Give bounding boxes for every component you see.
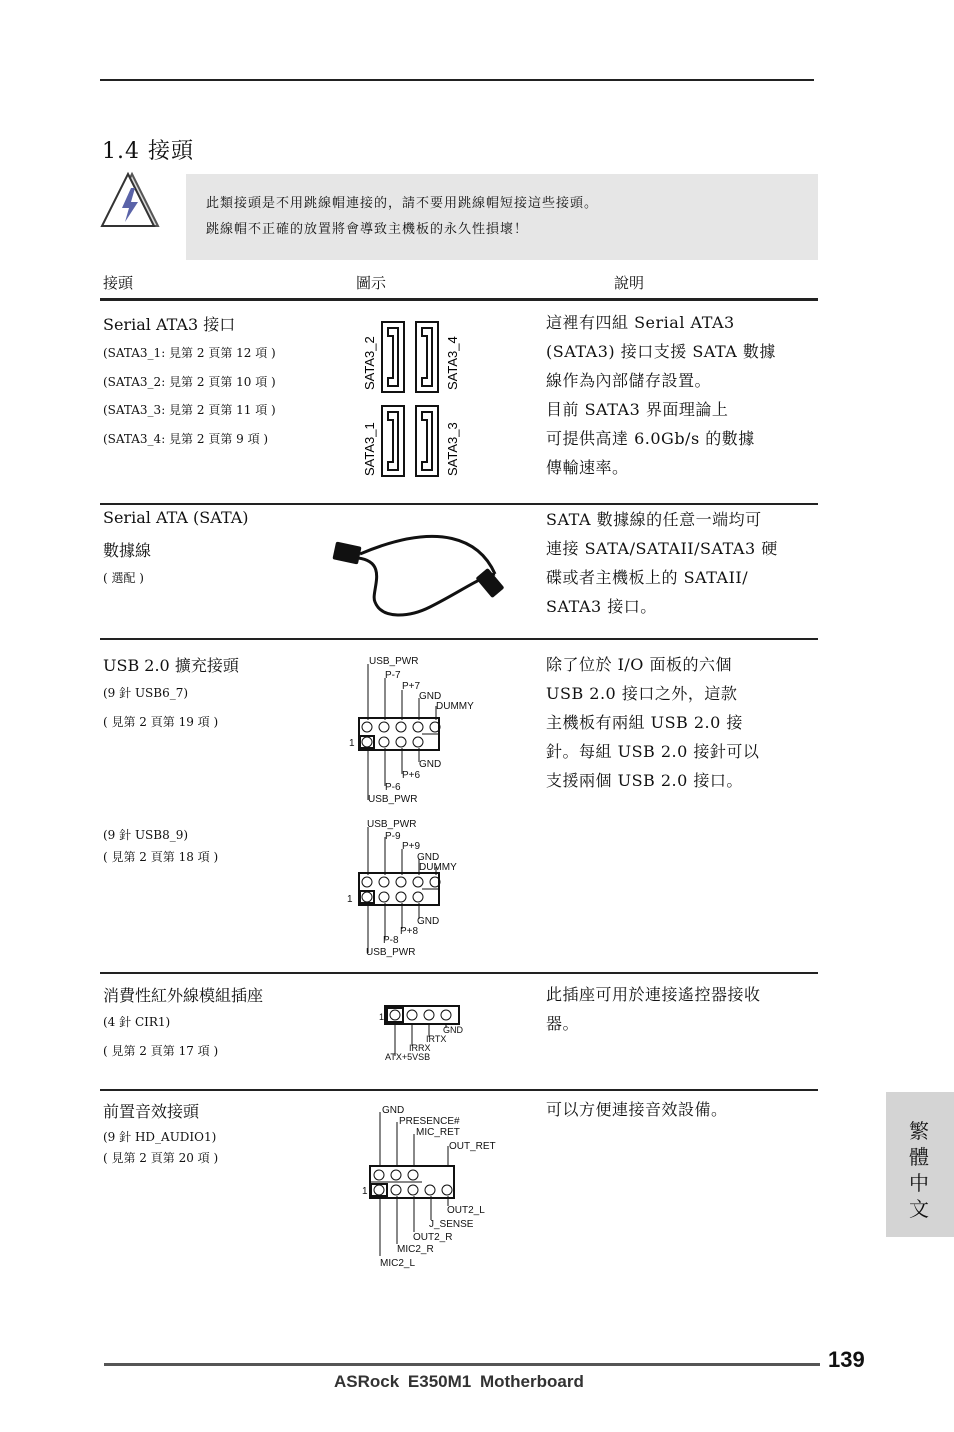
warning-line-1: 此類接頭是不用跳線帽連接的，請不要用跳線帽短接這些接頭。 [206,196,599,211]
audio-pin1-label: 1 [362,1186,368,1197]
sata3-label-1: SATA3_1 [362,422,377,476]
warning-box [186,174,818,260]
sata3-description [546,308,806,482]
audio-header-diagram [360,1100,500,1272]
usb1-top-label: GND [419,691,442,702]
usb-sub-2b: ( 見第 2 頁第 18 項 ) [103,850,219,864]
usb-desc-line: USB 2.0 接口之外，這款 [546,684,738,703]
sata-cable-image [330,522,515,637]
header-description: 說明 [614,274,645,292]
usb1-bottom-label: GND [419,759,442,770]
usb-description [546,650,806,795]
sata3-name: Serial ATA3 接口 [103,315,236,334]
usb-sub-2a: (9 針 USB8_9) [103,828,189,842]
ir-name: 消費性紅外線模組插座 [103,986,264,1005]
usb1-pin1-label: 1 [349,738,355,749]
row-rule-3 [100,972,818,974]
ir-header-diagram [375,1002,485,1067]
sata-cable-desc-line: SATA3 接口。 [546,597,657,616]
ir-pin1-label: 1 [379,1012,385,1022]
page-number: 139 [828,1347,865,1372]
audio-name: 前置音效接頭 [103,1102,200,1121]
sata3-desc-line: 目前 SATA3 界面理論上 [546,400,729,419]
usb2-top-label: GND [417,852,440,863]
usb-header-diagram-1 [345,652,485,807]
audio-description [546,1095,806,1124]
usb-sub-1a: (9 針 USB6_7) [103,686,189,700]
usb-header-diagram-2 [345,815,485,960]
audio-sub-1: (9 針 HD_AUDIO1) [103,1130,217,1144]
audio-bottom-label: MIC2_R [397,1244,434,1255]
sata3-sub-2: (SATA3_2: 見第 2 頁第 10 項 ) [103,375,276,389]
usb1-bottom-label: P+6 [402,770,421,781]
sata3-diagram [358,318,468,483]
usb1-top-label: P+7 [402,681,421,692]
ir-pin-label: IRRX [409,1043,431,1053]
footer-product-name: ASRock E350M1 Motherboard [334,1372,584,1391]
section-title: 1.4 接頭 [102,139,194,164]
audio-bottom-label: MIC2_L [380,1258,416,1269]
usb-desc-line: 支援兩個 USB 2.0 接口。 [546,771,743,790]
audio-bottom-label: OUT2_L [447,1205,485,1216]
sata-cable-name-2: 數據線 [103,541,152,560]
sata3-sub-4: (SATA3_4: 見第 2 頁第 9 項 ) [103,432,269,446]
audio-top-label: PRESENCE# [399,1116,460,1127]
row-rule-4 [100,1089,818,1091]
ir-sub-1: (4 針 CIR1) [103,1015,171,1029]
top-rule [100,79,814,81]
usb-name: USB 2.0 擴充接頭 [103,656,239,675]
ir-description [546,980,806,1038]
usb1-top-label: P-7 [385,670,401,681]
sata3-desc-line: 可提供高達 6.0Gb/s 的數據 [546,429,755,448]
header-diagram: 圖示 [356,274,387,292]
sata3-desc-line: 這裡有四組 Serial ATA3 [546,313,735,332]
ir-sub-2: ( 見第 2 頁第 17 項 ) [103,1044,219,1058]
ir-desc-line: 器。 [546,1014,580,1033]
header-connector: 接頭 [103,274,134,292]
usb2-pin1-label: 1 [347,894,353,905]
language-tab-label: 繁體中文 [909,1119,929,1221]
audio-top-label: MIC_RET [416,1127,460,1138]
sata3-label-4: SATA3_4 [445,336,460,390]
ir-desc-line: 此插座可用於連接遙控器接收 [546,985,761,1004]
ir-pin-label: ATX+5VSB [385,1052,431,1062]
audio-desc-line: 可以方便連接音效設備。 [546,1100,728,1119]
sata-cable-desc-line: 碟或者主機板上的 SATAII/ [546,568,749,587]
usb1-bottom-label: USB_PWR [368,794,418,805]
usb1-top-label: DUMMY [436,701,474,712]
usb-desc-line: 除了位於 I/O 面板的六個 [546,655,733,674]
audio-top-label: GND [382,1105,405,1116]
usb1-bottom-label: P-6 [385,782,401,793]
sata-cable-sub: ( 選配 ) [103,571,144,585]
usb2-top-label: P+9 [402,841,421,852]
audio-top-label: OUT_RET [449,1141,496,1152]
sata3-label-3: SATA3_3 [445,422,460,476]
sata-cable-desc-line: 連接 SATA/SATAII/SATA3 硬 [546,539,778,558]
usb2-bottom-label: P+8 [400,926,419,937]
audio-sub-2: ( 見第 2 頁第 20 項 ) [103,1151,219,1165]
sata3-label-2: SATA3_2 [362,336,377,390]
sata3-desc-line: (SATA3) 接口支援 SATA 數據 [546,342,776,361]
sata3-sub-3: (SATA3_3: 見第 2 頁第 11 項 ) [103,403,276,417]
footer-rule [104,1363,820,1366]
audio-bottom-label: OUT2_R [413,1232,453,1243]
usb-desc-line: 主機板有兩組 USB 2.0 接 [546,713,743,732]
header-rule [100,298,818,301]
usb1-top-label: USB_PWR [369,656,419,667]
warning-line-2: 跳線帽不正確的放置將會導致主機板的永久性損壞！ [206,222,529,237]
warning-icon [100,170,162,232]
usb-sub-1b: ( 見第 2 頁第 19 項 ) [103,715,219,729]
sata3-sub-1: (SATA3_1: 見第 2 頁第 12 項 ) [103,346,276,360]
usb2-top-label: USB_PWR [367,819,417,830]
language-side-tab [886,1092,954,1237]
usb-desc-line: 針。每組 USB 2.0 接針可以 [546,742,760,761]
sata-cable-description [546,505,806,621]
audio-bottom-label: J_SENSE [429,1219,474,1230]
row-rule-2 [100,638,818,640]
usb2-top-label: DUMMY [419,862,457,873]
sata-cable-name-1: Serial ATA (SATA) [103,508,249,527]
sata3-desc-line: 線作為內部儲存設置。 [546,371,712,390]
usb2-top-label: P-9 [385,831,401,842]
usb2-bottom-label: USB_PWR [366,947,416,958]
sata3-desc-line: 傳輸速率。 [546,458,629,477]
usb2-bottom-label: P-8 [383,935,399,946]
usb2-bottom-label: GND [417,916,440,927]
ir-pin-label: IRTX [426,1034,447,1044]
sata-cable-desc-line: SATA 數據線的任意一端均可 [546,510,762,529]
ir-pin-label: GND [443,1025,463,1035]
